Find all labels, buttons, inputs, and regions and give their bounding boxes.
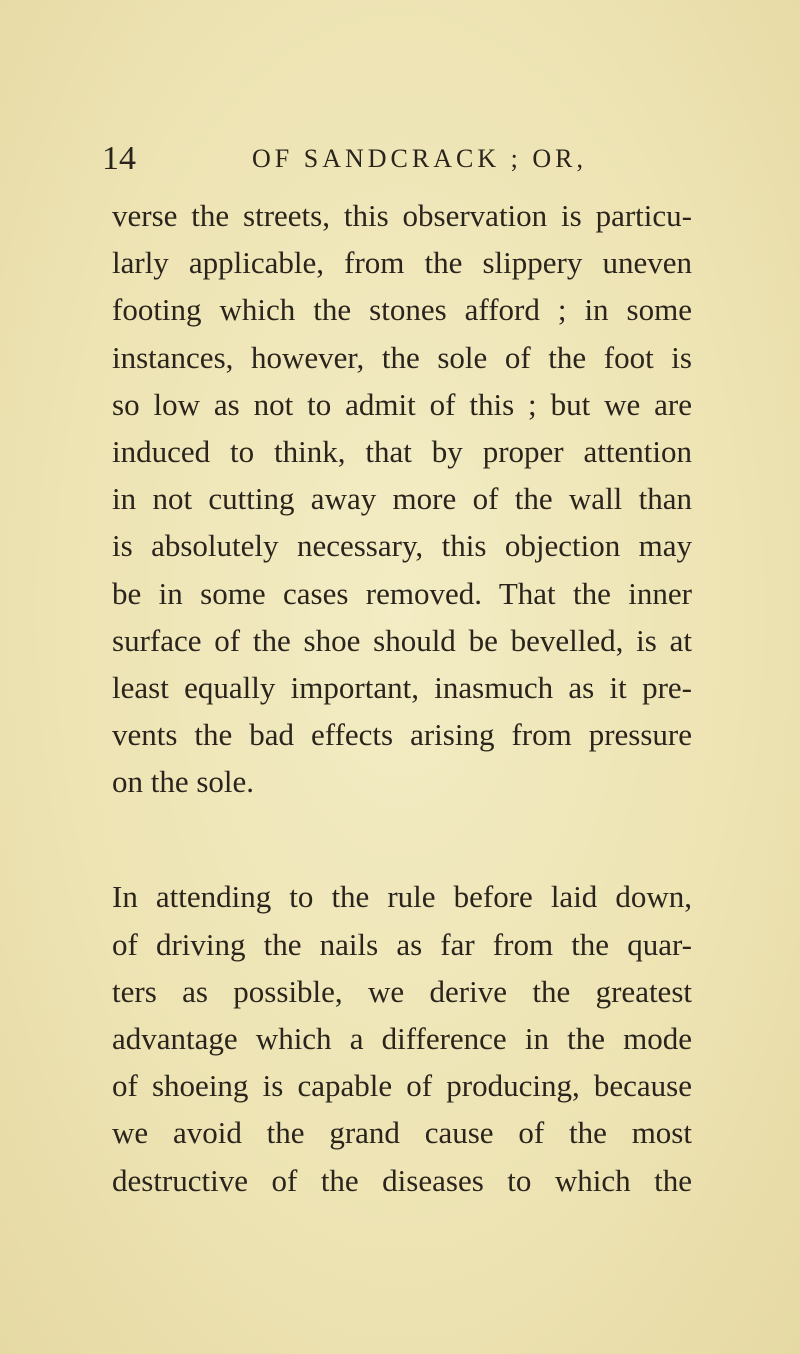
paragraph [112,192,692,805]
text-line: verse the streets, this observation is particu- [112,198,692,233]
running-head: OF SANDCRACK ; OR, [252,144,587,173]
text-line: In attending to the rule before laid down, [112,879,692,915]
text-line: is absolutely necessary, this objection may [112,528,692,564]
text-line: vents the bad effects arising from pressure [112,717,692,753]
text-line: be in some cases removed. That the inner [112,575,692,611]
text-line: of driving the nails as far from the quar- [112,926,692,962]
body-text [112,192,692,1204]
paragraph [112,873,692,1203]
paragraph-gap [112,805,692,873]
text-line: least equally important, inasmuch as it pre- [112,669,692,705]
text-line: footing which the stones afford ; in some [112,292,692,328]
text-line: destructive of the diseases to which the [112,1162,692,1198]
text-line: larly applicable, from the slippery uneven [112,245,692,281]
text-line: advantage which a difference in the mode [112,1021,692,1056]
text-line: we avoid the grand cause of the most [112,1115,692,1151]
page-header [92,140,692,190]
text-line: on the sole. [112,764,255,800]
text-line: in not cutting away more of the wall than [112,481,692,517]
page-number: 14 [102,140,136,177]
text-line: ters as possible, we derive the greatest [112,973,692,1009]
text-line: induced to think, that by proper attention [112,433,692,469]
text-line: surface of the shoe should be bevelled, is at [112,622,692,658]
text-line: instances, however, the sole of the foot is [112,339,692,375]
text-line: of shoeing is capable of producing, because [112,1068,692,1104]
text-line: so low as not to admit of this ; but we are [112,386,692,422]
